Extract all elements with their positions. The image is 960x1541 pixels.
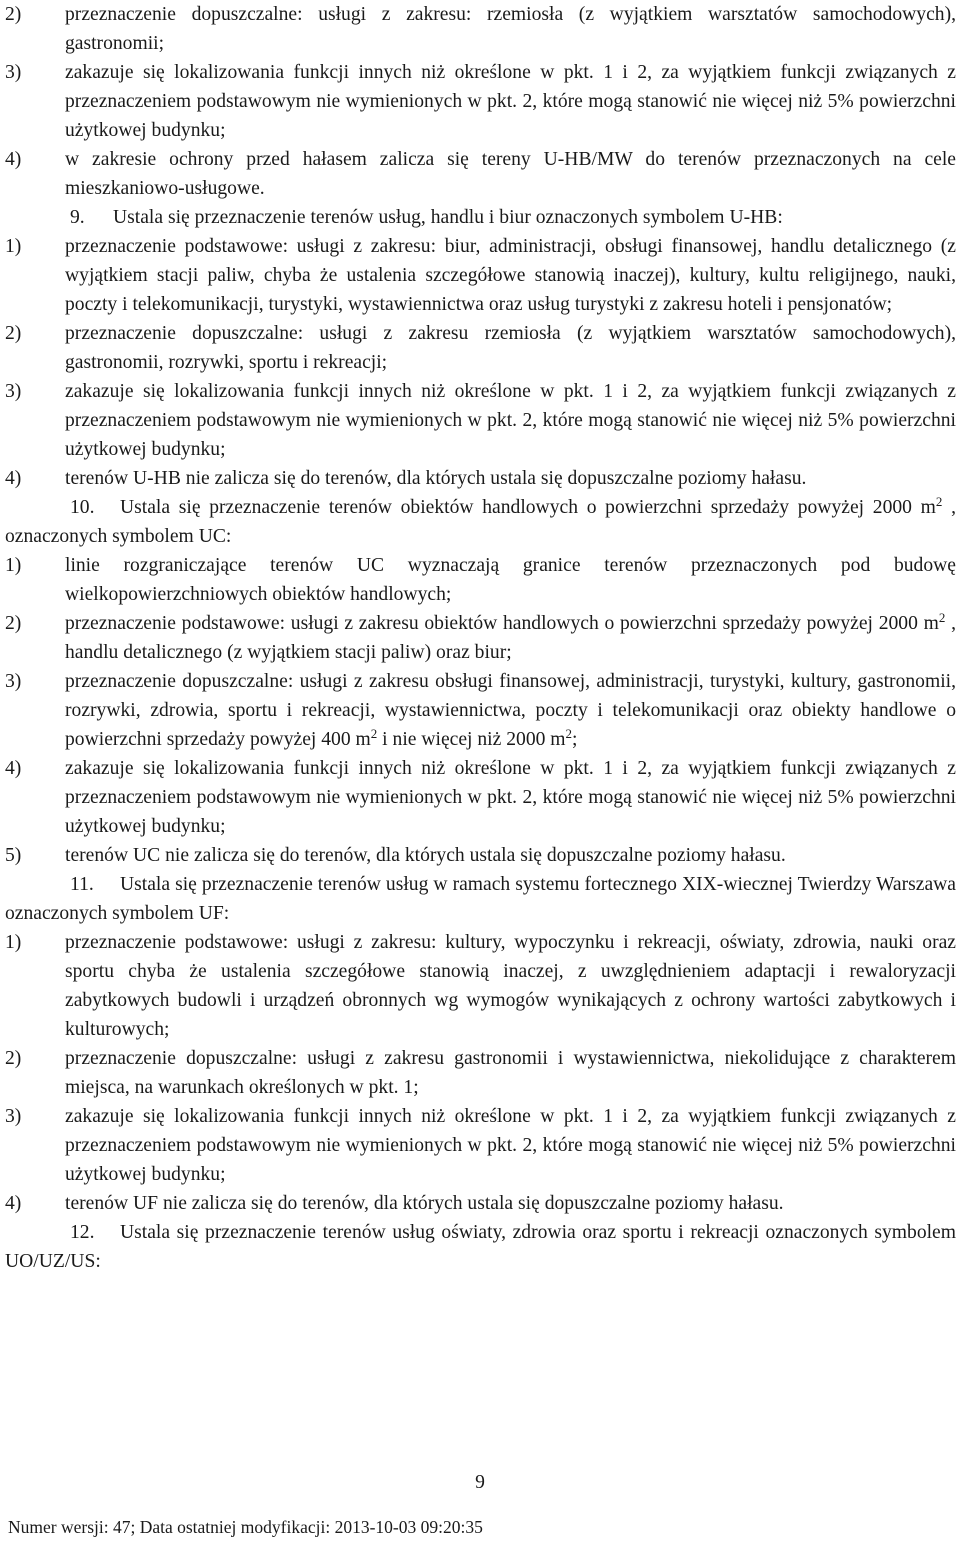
- item-text: terenów UF nie zalicza się do terenów, dla których ustala się dopuszczalne poziomy hałasu.: [65, 1193, 784, 1214]
- item-text: zakazuje się lokalizowania funkcji innych niż określone w pkt. 1 i 2, za wyjątkiem funkcji związanych z przeznaczeniem podstawowym nie wymienionych w pkt. 2, które mogą stanowić nie więcej niż 5% powierzchni użytkowej budynku;: [65, 1106, 956, 1185]
- section-12: [5, 1218, 956, 1276]
- list-item: [5, 551, 956, 609]
- item-number: 3): [5, 671, 22, 692]
- list-item: [5, 841, 956, 870]
- item-text: przeznaczenie dopuszczalne: usługi z zakresu rzemiosła (z wyjątkiem warsztatów samochodowych), gastronomii, rozrywki, sportu i rekreacji;: [65, 323, 956, 373]
- item-text: przeznaczenie dopuszczalne: usługi z zakresu obsługi finansowej, administracji, turystyki, kultury, gastronomii, rozrywki, zdrowia, sportu i rekreacji, wystawiennictwa, poczty i telekomunikacji oraz obiekty handlowe o powierzchni sprzedaży powyżej 400 m: [65, 671, 956, 750]
- superscript: 2: [935, 494, 943, 509]
- list-item: [5, 145, 956, 203]
- document-body: [5, 0, 956, 1276]
- item-number: 1): [5, 236, 22, 257]
- section-10: [5, 493, 956, 551]
- section-number: 10.: [70, 497, 95, 518]
- item-number: 4): [5, 149, 22, 170]
- item-number: 3): [5, 381, 22, 402]
- item-text-tail: , handlu detalicznego (z wyjątkiem stacji paliw) oraz biur;: [65, 613, 956, 663]
- item-text: zakazuje się lokalizowania funkcji innych niż określone w pkt. 1 i 2, za wyjątkiem funkcji związanych z przeznaczeniem podstawowym nie wymienionych w pkt. 2, które mogą stanowić nie więcej niż 5% powierzchni użytkowej budynku;: [65, 381, 956, 460]
- superscript: 2: [565, 726, 573, 741]
- item-text: przeznaczenie podstawowe: usługi z zakresu: biur, administracji, obsługi finansowej, handlu detalicznego (z wyjątkiem stacji paliw, chyba że ustalenia szczegółowe stanowią inaczej), kultury, kultu religijnego, nauki, poczty i telekomunikacji, turystyki, wystawiennictwa oraz usług turystyki z zakresu hoteli i pensjonatów;: [65, 236, 956, 315]
- item-number: 4): [5, 468, 22, 489]
- item-number: 1): [5, 932, 22, 953]
- section-text: Ustala się przeznaczenie terenów usług, handlu i biur oznaczonych symbolem U-HB:: [113, 207, 783, 228]
- section-text: Ustala się przeznaczenie terenów usług w ramach systemu fortecznego XIX-wiecznej Twierdzy Warszawa oznaczonych symbolem UF:: [5, 874, 956, 924]
- item-number: 1): [5, 555, 22, 576]
- item-text: przeznaczenie dopuszczalne: usługi z zakresu gastronomii i wystawiennictwa, niekolidujące z charakterem miejsca, na warunkach określonych w pkt. 1;: [65, 1048, 956, 1098]
- item-text: przeznaczenie dopuszczalne: usługi z zakresu: rzemiosła (z wyjątkiem warsztatów samochodowych), gastronomii;: [65, 4, 956, 54]
- list-item: [5, 667, 956, 754]
- list-item: [5, 1189, 956, 1218]
- item-text: terenów U-HB nie zalicza się do terenów, dla których ustala się dopuszczalne poziomy hałasu.: [65, 468, 807, 489]
- list-item: [5, 319, 956, 377]
- item-number: 2): [5, 613, 22, 634]
- item-number: 2): [5, 323, 22, 344]
- item-number: 3): [5, 1106, 22, 1127]
- list-item: [5, 232, 956, 319]
- item-number: 5): [5, 845, 22, 866]
- list-item: [5, 0, 956, 58]
- superscript: 2: [938, 610, 946, 625]
- section-number: 9.: [70, 207, 85, 228]
- item-text-tail: ;: [572, 729, 578, 750]
- section-11: [5, 870, 956, 928]
- superscript: 2: [370, 726, 378, 741]
- list-item: [5, 464, 956, 493]
- item-number: 4): [5, 1193, 22, 1214]
- list-item: [5, 754, 956, 841]
- item-text-mid: i nie więcej niż 2000 m: [377, 729, 566, 750]
- item-number: 2): [5, 1048, 22, 1069]
- list-item: [5, 377, 956, 464]
- section-text: Ustala się przeznaczenie terenów obiektów handlowych o powierzchni sprzedaży powyżej 2000 m: [120, 497, 936, 518]
- list-item: [5, 58, 956, 145]
- item-number: 2): [5, 4, 22, 25]
- item-text: zakazuje się lokalizowania funkcji innych niż określone w pkt. 1 i 2, za wyjątkiem funkcji związanych z przeznaczeniem podstawowym nie wymienionych w pkt. 2, które mogą stanowić nie więcej niż 5% powierzchni użytkowej budynku;: [65, 758, 956, 837]
- list-item: [5, 609, 956, 667]
- section-text-tail: , oznaczonych symbolem UC:: [5, 497, 957, 547]
- item-text: przeznaczenie podstawowe: usługi z zakresu obiektów handlowych o powierzchni sprzedaży powyżej 2000 m: [65, 613, 939, 634]
- item-text: w zakresie ochrony przed hałasem zalicza się tereny U-HB/MW do terenów przeznaczonych na cele mieszkaniowo-usługowe.: [65, 149, 956, 199]
- list-item: [5, 1102, 956, 1189]
- list-item: [5, 928, 956, 1044]
- section-number: 12.: [70, 1222, 95, 1243]
- list-item: [5, 1044, 956, 1102]
- item-number: 3): [5, 62, 22, 83]
- item-number: 4): [5, 758, 22, 779]
- section-text: Ustala się przeznaczenie terenów usług oświaty, zdrowia oraz sportu i rekreacji oznaczonych symbolem UO/UZ/US:: [5, 1222, 956, 1272]
- section-number: 11.: [70, 874, 94, 895]
- item-text: terenów UC nie zalicza się do terenów, dla których ustala się dopuszczalne poziomy hałasu.: [65, 845, 786, 866]
- item-text: przeznaczenie podstawowe: usługi z zakresu: kultury, wypoczynku i rekreacji, oświaty, zdrowia, nauki oraz sportu chyba że ustalenia szczegółowe stanowią inaczej, z uwzględnieniem adaptacji i rewaloryzacji zabytkowych budowli i urządzeń obronnych wg wymogów wynikających z ochrony wartości zabytkowych i kulturowych;: [65, 932, 956, 1040]
- version-footer: Numer wersji: 47; Data ostatniej modyfikacji: 2013-10-03 09:20:35: [8, 1517, 483, 1537]
- section-9: [5, 203, 956, 232]
- item-text: zakazuje się lokalizowania funkcji innych niż określone w pkt. 1 i 2, za wyjątkiem funkcji związanych z przeznaczeniem podstawowym nie wymienionych w pkt. 2, które mogą stanowić nie więcej niż 5% powierzchni użytkowej budynku;: [65, 62, 956, 141]
- item-text: linie rozgraniczające terenów UC wyznaczają granice terenów przeznaczonych pod budowę wielkopowierzchniowych obiektów handlowych;: [65, 555, 956, 605]
- page-number: 9: [475, 1472, 485, 1493]
